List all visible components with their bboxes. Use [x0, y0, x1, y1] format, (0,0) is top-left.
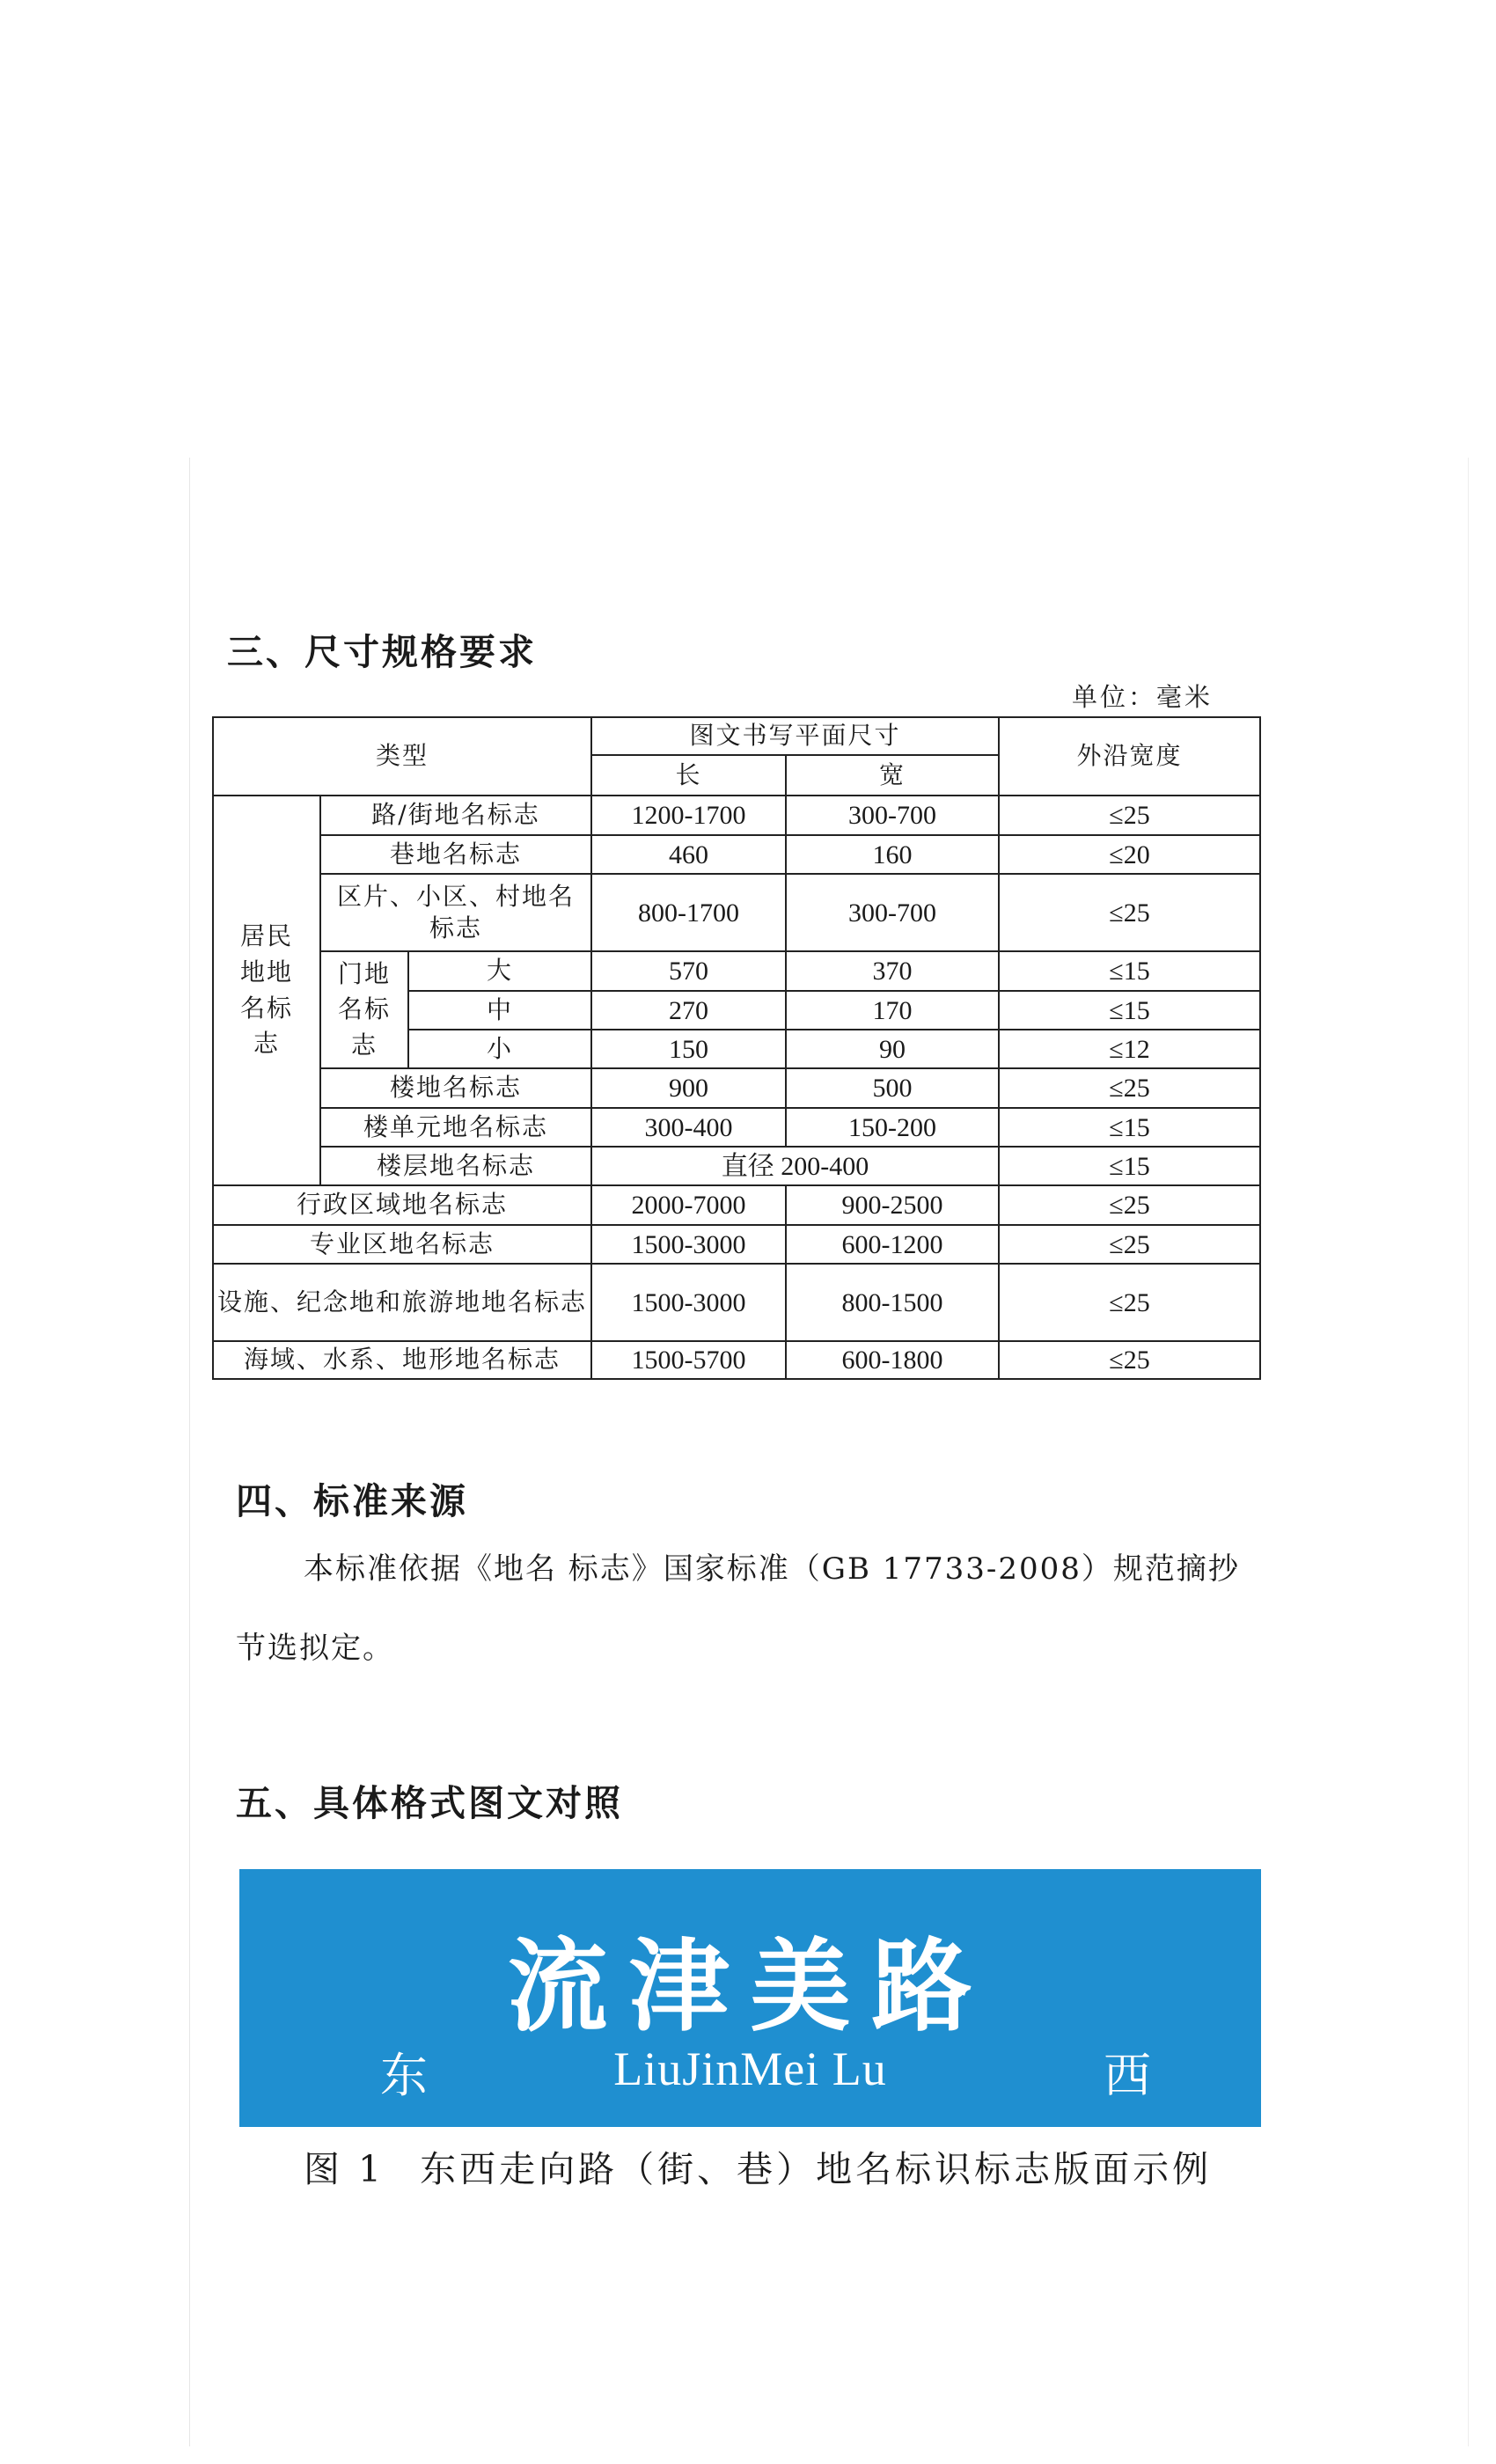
sign-road-name: 流津美路	[507, 1927, 994, 2045]
row-name: 海域、水系、地形地名标志	[213, 1341, 591, 1379]
group-door-label: 门地名标志	[337, 958, 391, 1060]
row-length: 570	[591, 951, 786, 991]
row-width: 370	[786, 951, 999, 991]
header-border: 外沿宽度	[999, 717, 1260, 796]
sign-pinyin: LiuJinMei Lu	[613, 2042, 887, 2095]
figure-label: 图 1	[304, 2148, 385, 2190]
source-paragraph-line-1: 本标准依据《地名 标志》国家标准（GB 17733-2008）规范摘抄	[304, 1551, 1240, 1587]
group-residential	[213, 796, 320, 1185]
row-border: ≤25	[999, 1225, 1260, 1264]
row-width: 500	[786, 1068, 999, 1108]
row-length: 1500-5700	[591, 1341, 786, 1379]
group-door	[320, 951, 408, 1068]
row-name-wrapped: 设施、纪念地和旅游地地名标志	[217, 1287, 588, 1316]
row-width: 150-200	[786, 1108, 999, 1147]
row-length: 1500-3000	[591, 1264, 786, 1341]
row-name: 路/街地名标志	[320, 796, 591, 835]
header-type: 类型	[213, 717, 591, 796]
figure-caption-text: 东西走向路（街、巷）地名标识标志版面示例	[420, 2148, 1213, 2190]
section-5-heading: 五、具体格式图文对照	[236, 1782, 623, 1824]
group-residential-label: 居民地地名标志	[239, 921, 293, 1059]
row-border: ≤25	[999, 796, 1260, 835]
row-border: ≤25	[999, 1341, 1260, 1379]
row-border: ≤20	[999, 835, 1260, 874]
row-width: 300-700	[786, 874, 999, 951]
row-length: 1200-1700	[591, 796, 786, 835]
header-width: 宽	[786, 755, 999, 796]
row-name: 楼地名标志	[320, 1068, 591, 1108]
row-name: 行政区域地名标志	[213, 1185, 591, 1225]
row-border: ≤15	[999, 1108, 1260, 1147]
row-length: 1500-3000	[591, 1225, 786, 1264]
row-width: 800-1500	[786, 1264, 999, 1341]
header-length: 长	[591, 755, 786, 796]
row-width: 300-700	[786, 796, 999, 835]
row-border: ≤25	[999, 1185, 1260, 1225]
row-border: ≤15	[999, 991, 1260, 1030]
row-border: ≤25	[999, 874, 1260, 951]
row-border: ≤15	[999, 951, 1260, 991]
row-name	[320, 874, 591, 951]
row-length: 2000-7000	[591, 1185, 786, 1225]
row-width: 600-1800	[786, 1341, 999, 1379]
section-3-heading: 三、尺寸规格要求	[227, 631, 537, 673]
row-border: ≤15	[999, 1147, 1260, 1185]
row-name	[213, 1264, 591, 1341]
row-width: 90	[786, 1030, 999, 1068]
row-width: 900-2500	[786, 1185, 999, 1225]
row-length: 300-400	[591, 1108, 786, 1147]
row-name: 专业区地名标志	[213, 1225, 591, 1264]
size-spec-table	[212, 716, 1261, 1380]
row-name: 楼层地名标志	[320, 1147, 591, 1185]
page-edge-right	[1468, 458, 1469, 2446]
page-edge-left	[189, 458, 190, 2446]
row-length: 460	[591, 835, 786, 874]
row-length: 800-1700	[591, 874, 786, 951]
row-width: 600-1200	[786, 1225, 999, 1264]
row-border: ≤25	[999, 1068, 1260, 1108]
row-length: 900	[591, 1068, 786, 1108]
row-name: 中	[408, 991, 591, 1030]
sign-direction-east: 东	[380, 2048, 428, 2103]
row-width: 160	[786, 835, 999, 874]
row-width: 170	[786, 991, 999, 1030]
source-paragraph-line-2: 节选拟定。	[236, 1631, 394, 1666]
sign-direction-west: 西	[1104, 2048, 1151, 2103]
section-4-heading: 四、标准来源	[236, 1480, 468, 1522]
header-size: 图文书写平面尺寸	[591, 717, 999, 755]
row-border: ≤25	[999, 1264, 1260, 1341]
row-length: 270	[591, 991, 786, 1030]
row-name: 巷地名标志	[320, 835, 591, 874]
row-border: ≤12	[999, 1030, 1260, 1068]
row-length: 150	[591, 1030, 786, 1068]
row-name-wrapped: 区片、小区、村地名标志	[336, 881, 575, 942]
row-combined-size: 直径 200-400	[591, 1147, 999, 1185]
street-sign-example	[239, 1869, 1261, 2127]
figure-caption	[304, 2140, 1247, 2192]
row-name: 小	[408, 1030, 591, 1068]
row-name: 大	[408, 951, 591, 991]
row-name: 楼单元地名标志	[320, 1108, 591, 1147]
unit-label: 单位：毫米	[1072, 682, 1214, 712]
